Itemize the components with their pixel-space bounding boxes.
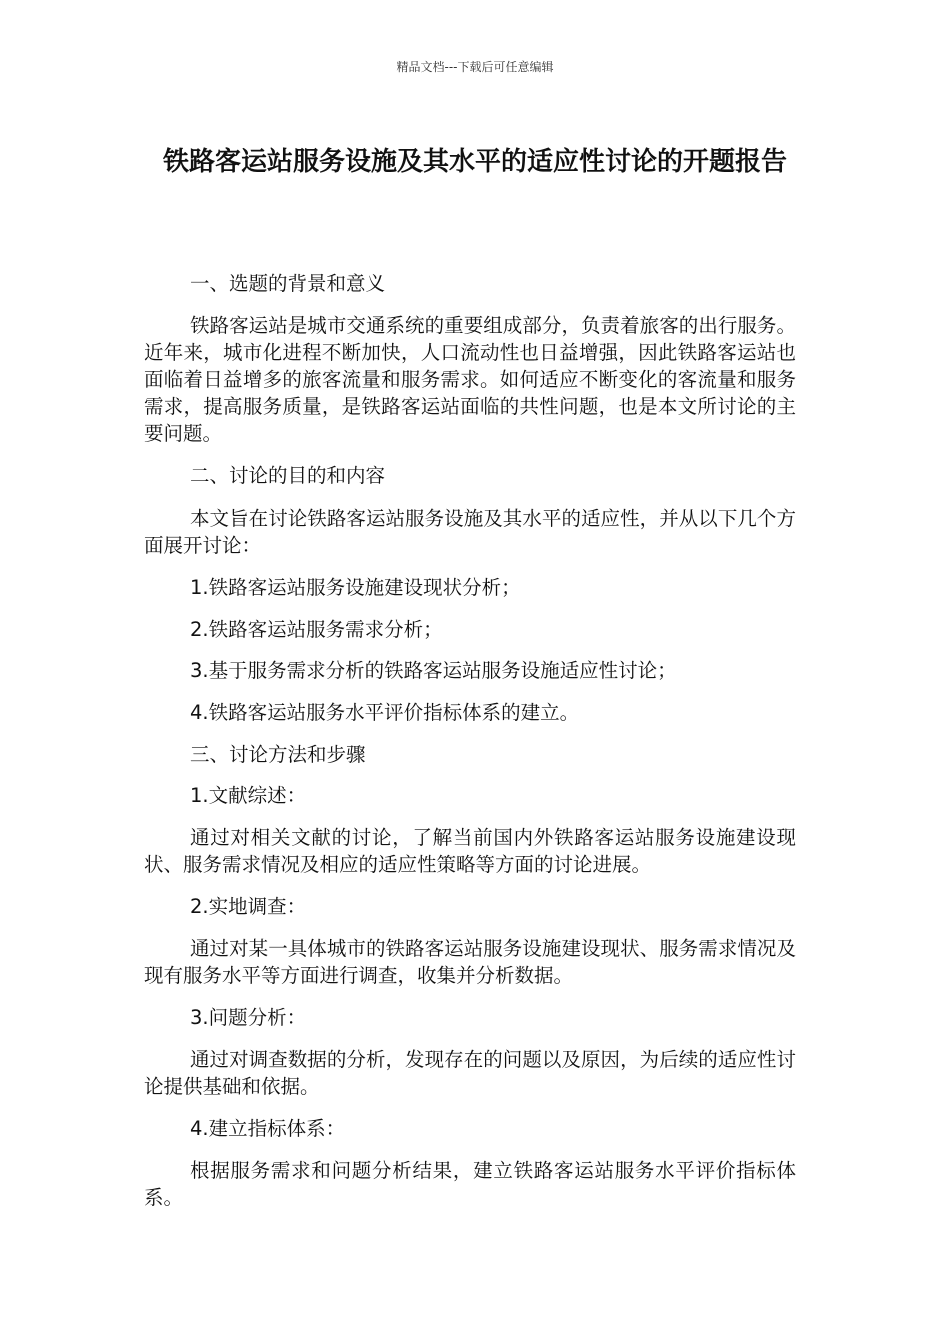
header-note: 精品文档---下载后可任意编辑 <box>396 60 554 74</box>
list-item-4: 4.铁路客运站服务水平评价指标体系的建立。 <box>190 701 580 724</box>
section-heading-methods: 三、讨论方法和步骤 <box>190 743 366 766</box>
method-heading-analysis: 3.问题分析： <box>190 1006 307 1029</box>
paragraph-analysis: 通过对调查数据的分析，发现存在的问题以及原因，为后续的适应性讨论提供基础和依据。 <box>144 1048 796 1098</box>
method-heading-index: 4.建立指标体系： <box>190 1117 346 1140</box>
method-heading-survey: 2.实地调查： <box>190 895 307 918</box>
paragraph-literature: 通过对相关文献的讨论，了解当前国内外铁路客运站服务设施建设现状、服务需求情况及相应的适应性策略等方面的讨论进展。 <box>144 826 796 876</box>
paragraph-background: 铁路客运站是城市交通系统的重要组成部分，负责着旅客的出行服务。近年来，城市化进程不断加快，人口流动性也日益增强，因此铁路客运站也面临着日益增多的旅客流量和服务需求。如何适应不断变化的客流量和服务需求，提高服务质量，是铁路客运站面临的共性问题，也是本文所讨论的主要问题。 <box>144 314 796 445</box>
paragraph-index: 根据服务需求和问题分析结果，建立铁路客运站服务水平评价指标体系。 <box>144 1159 796 1209</box>
list-item-3: 3.基于服务需求分析的铁路客运站服务设施适应性讨论； <box>190 659 677 682</box>
paragraph-survey: 通过对某一具体城市的铁路客运站服务设施建设现状、服务需求情况及现有服务水平等方面进行调查，收集并分析数据。 <box>144 937 796 987</box>
list-item-1: 1.铁路客运站服务设施建设现状分析； <box>190 576 521 599</box>
section-heading-purpose: 二、讨论的目的和内容 <box>190 464 386 487</box>
section-heading-background: 一、选题的背景和意义 <box>190 272 386 295</box>
list-item-2: 2.铁路客运站服务需求分析； <box>190 618 443 641</box>
method-heading-literature: 1.文献综述： <box>190 784 307 807</box>
document-title: 铁路客运站服务设施及其水平的适应性讨论的开题报告 <box>162 147 787 177</box>
paragraph-purpose: 本文旨在讨论铁路客运站服务设施及其水平的适应性，并从以下几个方面展开讨论： <box>144 507 796 557</box>
